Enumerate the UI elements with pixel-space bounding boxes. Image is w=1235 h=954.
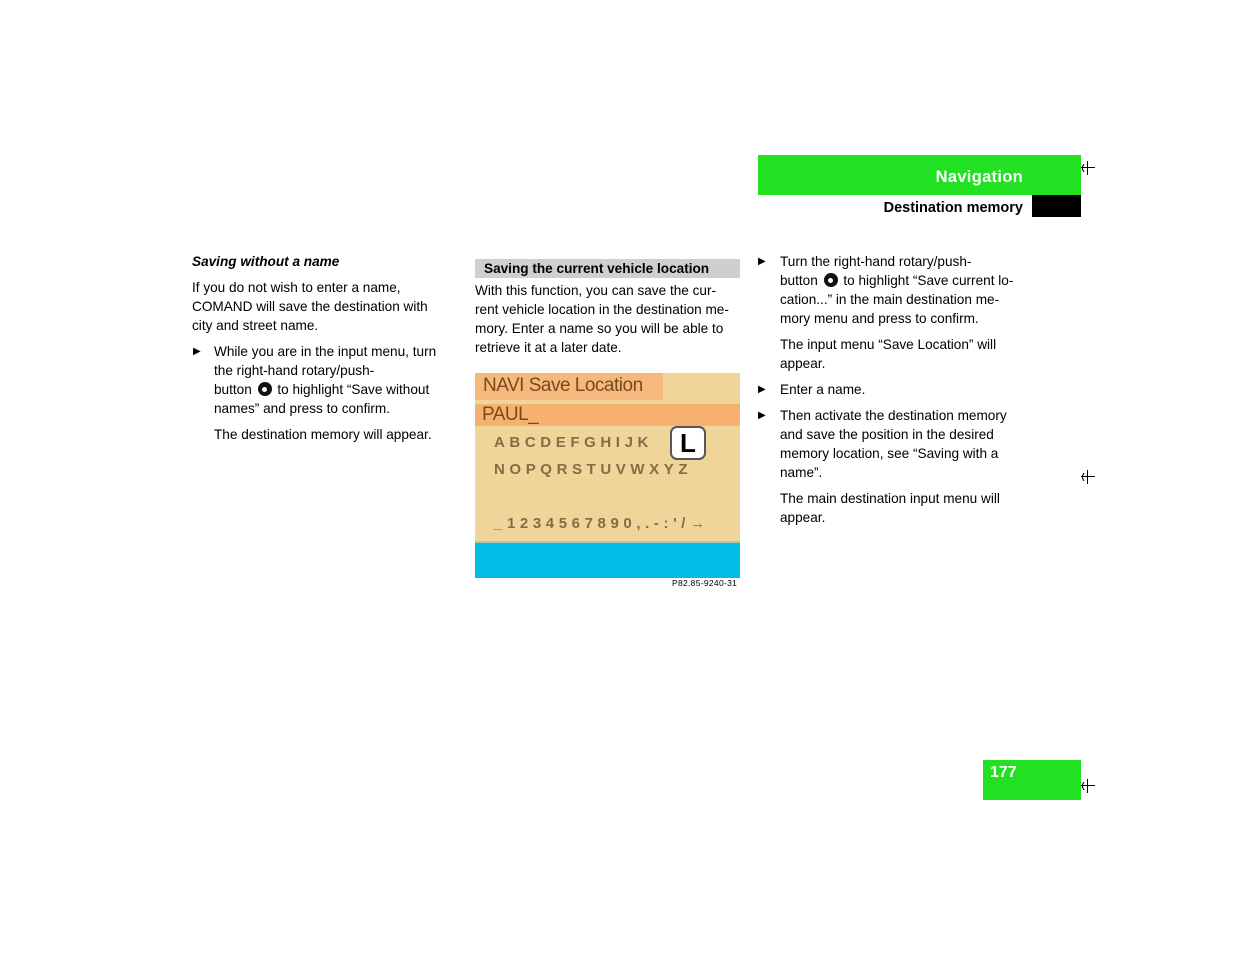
screen-digits-row: _1234567890,.-:'/→	[494, 515, 710, 532]
text-line: name”.	[780, 465, 823, 480]
text-line: Turn the right-hand rotary/push-	[780, 254, 972, 269]
col1-intro	[192, 278, 428, 335]
section-heading-bar	[475, 259, 740, 278]
col3-result-1	[780, 335, 996, 373]
triangle-right-icon: ▶	[758, 384, 766, 395]
screen-status-bar	[475, 543, 740, 578]
text-line: button to highlight “Save current lo-	[780, 273, 1014, 288]
text-line: retrieve it at a later date.	[475, 340, 622, 355]
text-line: the right-hand rotary/push-	[214, 363, 375, 378]
screen-name-value: PAUL_	[482, 404, 539, 425]
navi-screen-image	[475, 373, 740, 578]
text-line: Then activate the destination memory	[780, 408, 1007, 423]
text-line: The input menu “Save Location” will	[780, 337, 997, 352]
text-line: and save the position in the desired	[780, 427, 994, 442]
text-line: The main destination input menu will	[780, 491, 1000, 506]
text-line: cation...” in the main destination me-	[780, 292, 1000, 307]
crop-mark-icon	[1081, 779, 1095, 793]
col3-step-2: Enter a name.	[780, 382, 866, 397]
section-heading: Saving the current vehicle location	[484, 261, 710, 276]
col3-step-1	[780, 252, 1013, 328]
text-line: mory menu and press to confirm.	[780, 311, 979, 326]
chapter-title: Navigation	[935, 168, 1023, 186]
triangle-right-icon: ▶	[193, 346, 201, 357]
text-line: appear.	[780, 510, 826, 525]
text-line: COMAND will save the destination with	[192, 299, 428, 314]
text-line: rent vehicle location in the destination me-	[475, 302, 729, 317]
triangle-right-icon: ▶	[758, 410, 766, 421]
section-marker	[1032, 195, 1081, 217]
crop-mark-icon	[1081, 161, 1095, 175]
text-line: With this function, you can save the cur-	[475, 283, 717, 298]
text-line: button to highlight “Save without	[214, 382, 430, 397]
screen-letters-row-2: NOPQRSTUVWXYZ	[494, 461, 693, 478]
text-line: memory location, see “Saving with a	[780, 446, 999, 461]
col3-result-3	[780, 489, 1000, 527]
rotary-knob-icon	[258, 382, 272, 396]
text-line: mory. Enter a name so you will be able to	[475, 321, 724, 336]
col2-body	[475, 281, 729, 357]
screen-letters-row-1: ABCDEFGHIJK	[494, 434, 653, 451]
col1-result: The destination memory will appear.	[214, 427, 432, 442]
text-line: While you are in the input menu, turn	[214, 344, 437, 359]
section-title: Destination memory	[883, 200, 1023, 216]
text-line: names” and press to confirm.	[214, 401, 391, 416]
col3-step-3	[780, 406, 1007, 482]
text-line: If you do not wish to enter a name,	[192, 280, 401, 295]
text-line: city and street name.	[192, 318, 319, 333]
col1-step	[214, 342, 436, 418]
text-line: appear.	[780, 356, 826, 371]
chapter-header-bar	[758, 155, 1081, 195]
page-number: 177	[990, 764, 1017, 781]
col1-heading: Saving without a name	[192, 254, 340, 269]
screen-selected-letter: L	[670, 426, 706, 460]
rotary-knob-icon	[824, 273, 838, 287]
triangle-right-icon: ▶	[758, 256, 766, 267]
image-caption: P82.85-9240-31	[672, 578, 738, 588]
screen-title: NAVI Save Location	[483, 375, 643, 396]
crop-mark-icon	[1081, 470, 1095, 484]
